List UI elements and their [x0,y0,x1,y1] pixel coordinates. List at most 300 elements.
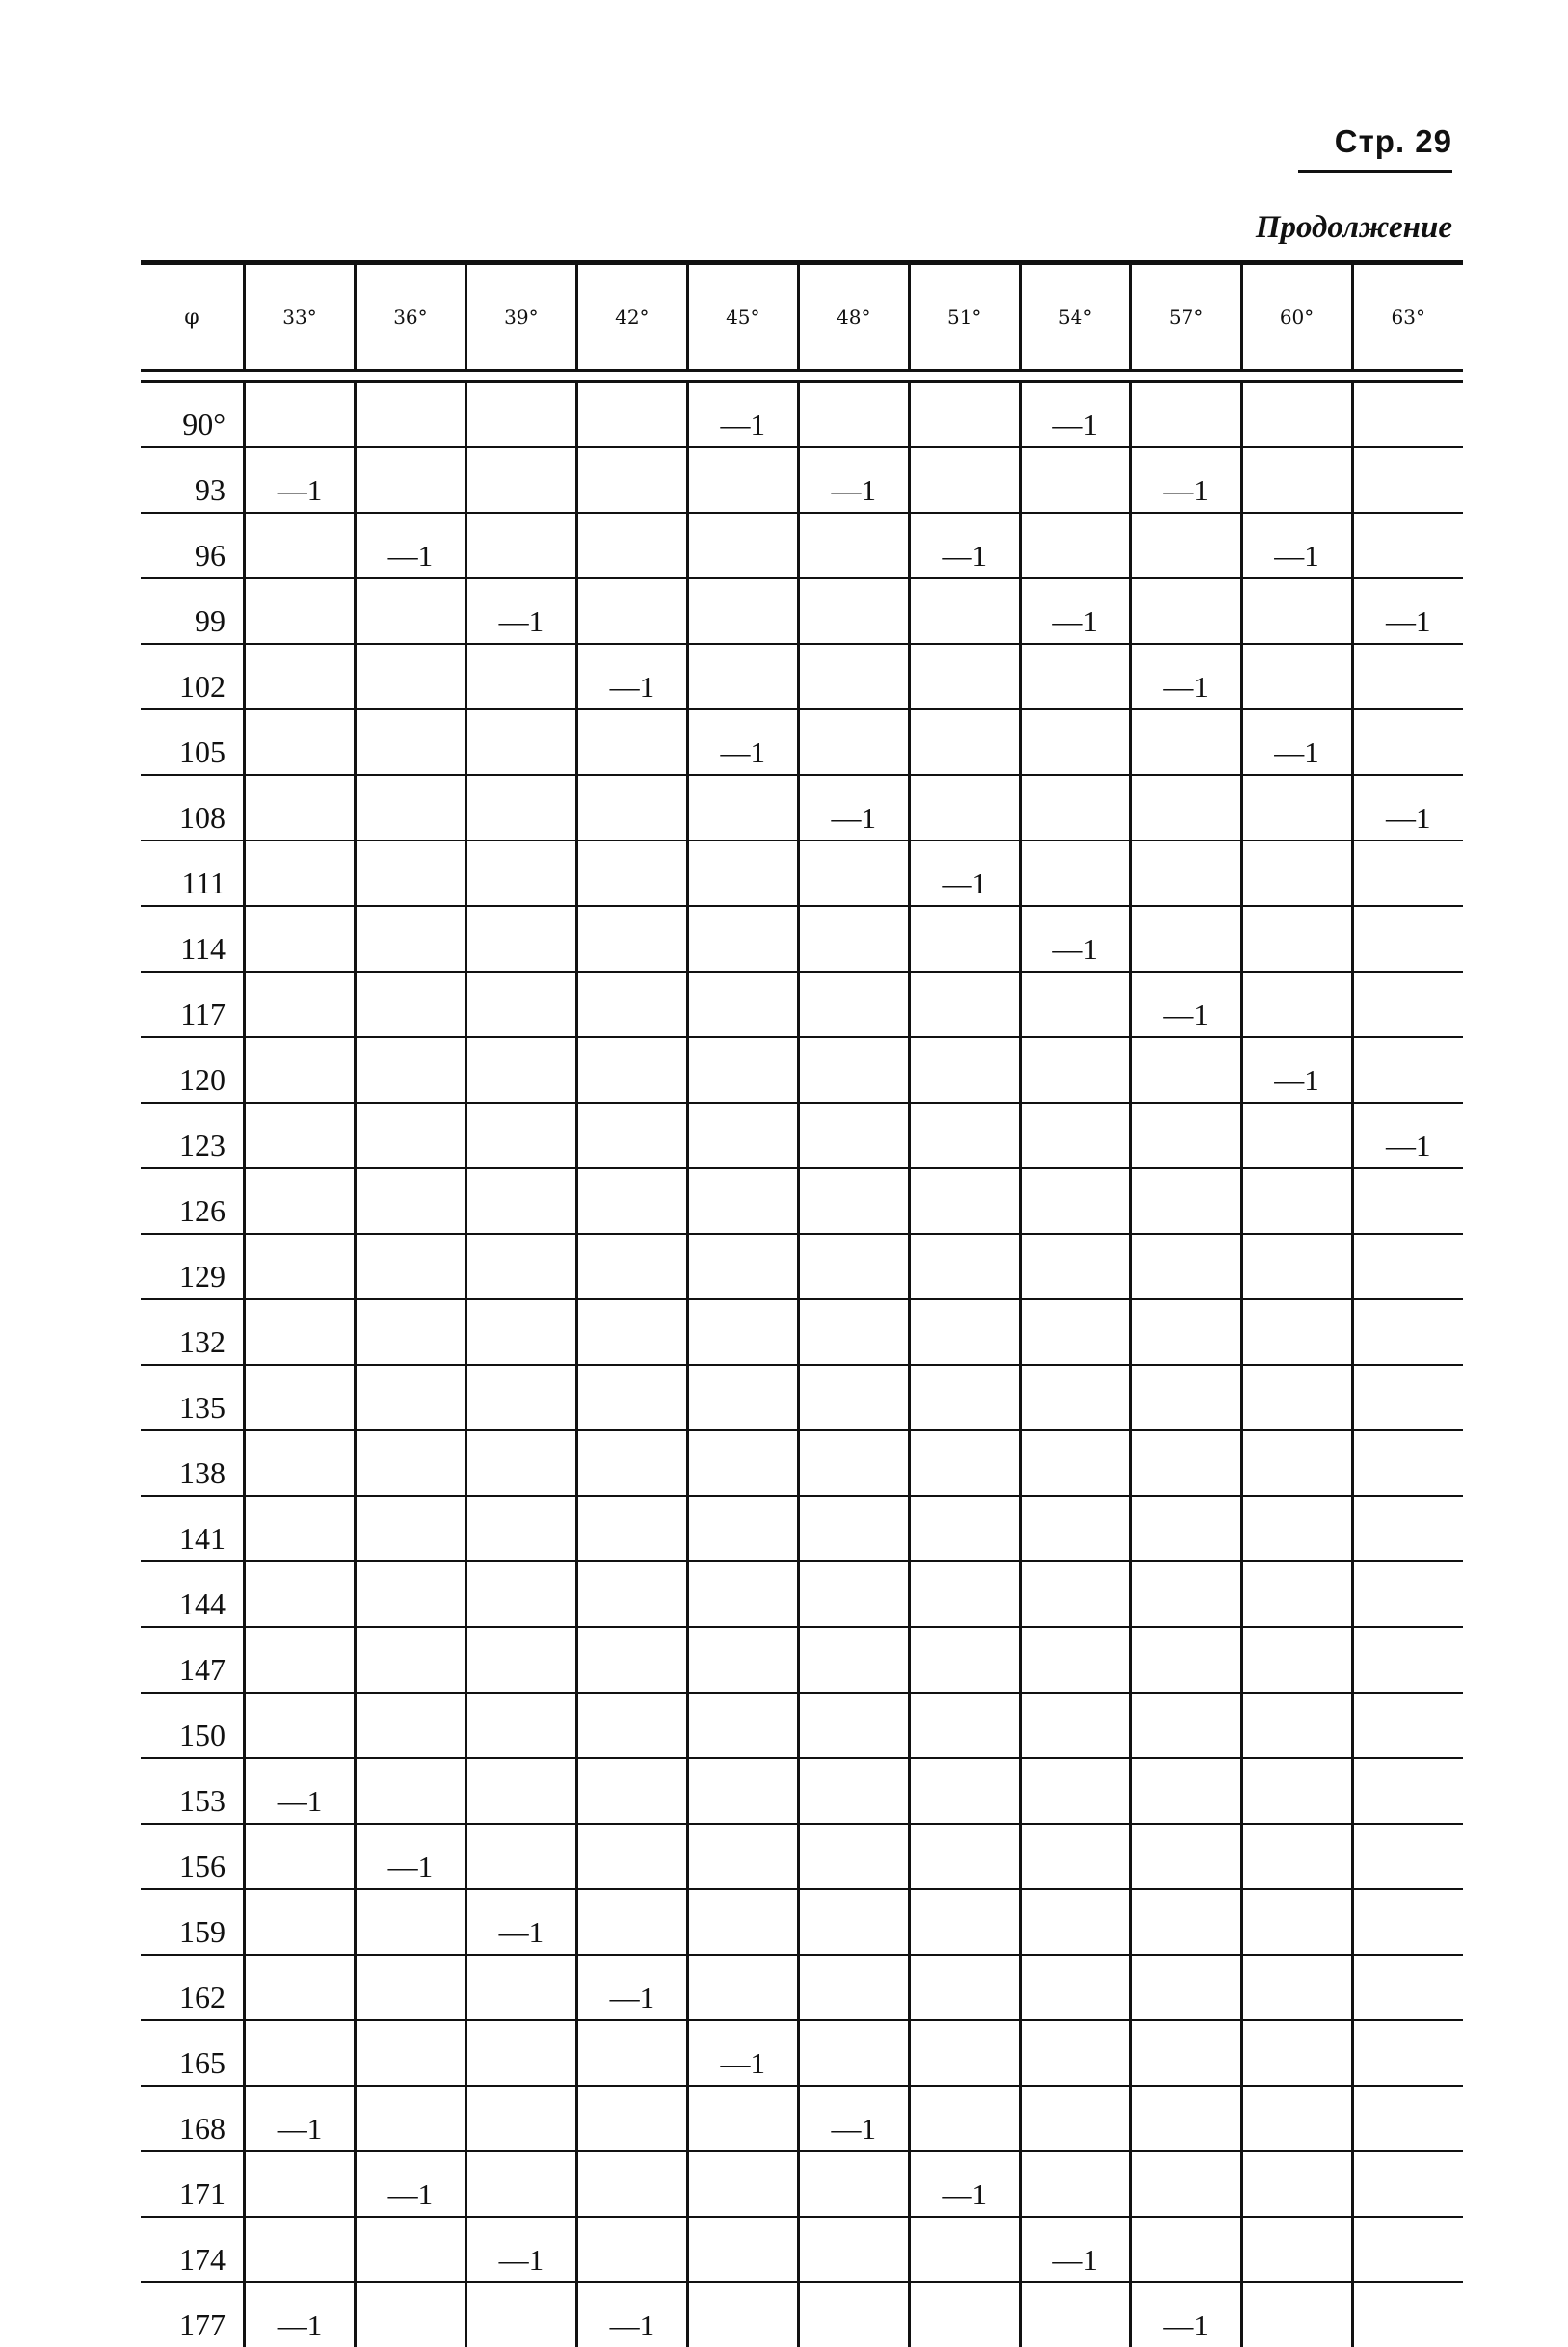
table-cell [1130,906,1241,972]
table-cell [1020,644,1130,709]
table-cell [576,972,687,1037]
table-cell [1241,1627,1352,1693]
table-cell [1352,906,1463,972]
table-cell [687,1496,798,1561]
table-row [141,775,1463,840]
page-number: Стр. 29 [1335,123,1452,160]
table-cell [1020,2282,1130,2347]
table-cell [465,1496,576,1561]
row-label-phi: 102 [141,644,245,709]
table-cell [245,1234,356,1299]
table-cell [1241,906,1352,972]
table-cell [245,1299,356,1365]
table-cell: —1 [1020,2217,1130,2282]
table-cell [355,1758,465,1824]
continuation-label: Продолжение [1256,210,1452,246]
table-cell [1130,2020,1241,2086]
table-cell [687,1627,798,1693]
table-cell: —1 [355,513,465,578]
table-cell: —1 [1352,775,1463,840]
table-cell [1130,840,1241,906]
table-cell [909,1561,1020,1627]
table-cell [245,1889,356,1955]
table-cell [1020,1693,1130,1758]
table-cell [355,840,465,906]
table-cell [1352,1496,1463,1561]
table-cell [355,578,465,644]
table-cell [687,447,798,513]
table-cell [576,1234,687,1299]
table-row [141,1693,1463,1758]
table-cell [1241,1824,1352,1889]
table-cell [1352,972,1463,1037]
table-cell [1241,2020,1352,2086]
row-label-phi: 150 [141,1693,245,1758]
table-cell: —1 [1130,447,1241,513]
table-cell [1241,972,1352,1037]
table-cell [1352,1037,1463,1103]
table-cell [465,513,576,578]
table-cell [465,1103,576,1168]
table-cell [1241,1103,1352,1168]
table-cell [1020,2086,1130,2151]
table-cell [465,906,576,972]
table-cell [245,906,356,972]
table-cell [1241,1693,1352,1758]
column-header-angle: 36° [355,265,465,371]
table-cell [909,644,1020,709]
table-cell [465,2151,576,2217]
table-cell [1130,1824,1241,1889]
table-cell [1130,1561,1241,1627]
table-cell [1352,2086,1463,2151]
table-cell [687,1889,798,1955]
table-cell [465,1430,576,1496]
table-cell [1352,1365,1463,1430]
table-cell [245,1955,356,2020]
table-cell: —1 [1130,644,1241,709]
page-number-underline [1298,170,1452,173]
table-cell [576,513,687,578]
table-cell [909,972,1020,1037]
table-cell [687,2086,798,2151]
table-cell [576,1430,687,1496]
table-cell [1020,1299,1130,1365]
table-cell [1130,1234,1241,1299]
table-cell [1130,1299,1241,1365]
table-cell [687,906,798,972]
table-cell [1352,1561,1463,1627]
table-cell [245,578,356,644]
table-cell [909,578,1020,644]
table-cell [687,1758,798,1824]
table-cell [1241,1234,1352,1299]
table-cell [1352,1955,1463,2020]
table-cell [1020,840,1130,906]
data-table [141,265,1463,2347]
table-cell [1130,513,1241,578]
table-cell [798,1889,909,1955]
table-cell [465,972,576,1037]
table-cell [1241,578,1352,644]
table-cell: —1 [576,644,687,709]
table-cell [1241,644,1352,709]
table-row [141,1496,1463,1561]
table-row [141,513,1463,578]
table-cell [576,382,687,448]
table-cell [1241,382,1352,448]
table-cell [909,1824,1020,1889]
row-label-phi: 138 [141,1430,245,1496]
table-cell: —1 [355,1824,465,1889]
table-cell [465,1824,576,1889]
table-cell [1241,1365,1352,1430]
table-cell [1241,1430,1352,1496]
table-cell [909,1365,1020,1430]
table-cell [465,1561,576,1627]
table-cell [1130,2217,1241,2282]
table-cell [576,2217,687,2282]
table-row [141,2151,1463,2217]
table-cell: —1 [1241,513,1352,578]
table-row [141,972,1463,1037]
table-row [141,2020,1463,2086]
row-label-phi: 120 [141,1037,245,1103]
table-row [141,840,1463,906]
table-cell [245,1430,356,1496]
table-cell [465,2282,576,2347]
table-cell [798,1037,909,1103]
table-cell: —1 [798,2086,909,2151]
column-header-angle: 45° [687,265,798,371]
row-label-phi: 174 [141,2217,245,2282]
table-row [141,2086,1463,2151]
row-label-phi: 168 [141,2086,245,2151]
table-cell [355,1103,465,1168]
table-row [141,1955,1463,2020]
table-cell [355,1365,465,1430]
table-cell [1130,1430,1241,1496]
column-header-angle: 54° [1020,265,1130,371]
table-cell [1020,1103,1130,1168]
table-cell [1241,1496,1352,1561]
table-cell [1020,1824,1130,1889]
column-header-angle: 39° [465,265,576,371]
row-label-phi: 147 [141,1627,245,1693]
table-cell [798,382,909,448]
table-cell: —1 [1352,1103,1463,1168]
table-cell [465,840,576,906]
table-header-row [141,265,1463,371]
table-row [141,2282,1463,2347]
table-cell [687,1234,798,1299]
table-cell [1020,513,1130,578]
table-cell [798,644,909,709]
table-cell [465,709,576,775]
table-cell: —1 [465,578,576,644]
table-cell [1020,2020,1130,2086]
table-cell [798,1693,909,1758]
table-cell [687,1824,798,1889]
table-cell [355,709,465,775]
column-header-angle: 42° [576,265,687,371]
table-row [141,447,1463,513]
table-cell [1130,1496,1241,1561]
table-cell [798,840,909,906]
table-row [141,1824,1463,1889]
column-header-angle: 60° [1241,265,1352,371]
table-cell [355,1037,465,1103]
table-row [141,1103,1463,1168]
table-cell [576,2086,687,2151]
table-cell [1020,1627,1130,1693]
table-cell [798,1365,909,1430]
table-cell [1241,1299,1352,1365]
table-cell [1352,1299,1463,1365]
table-cell [1020,1889,1130,1955]
table-row [141,382,1463,448]
table-cell [909,2086,1020,2151]
table-row [141,644,1463,709]
column-header-angle: 33° [245,265,356,371]
table-cell [576,1168,687,1234]
table-cell: —1 [909,840,1020,906]
table-cell [798,2282,909,2347]
table-cell [798,972,909,1037]
table-cell [245,1103,356,1168]
table-cell [1020,1234,1130,1299]
table-row [141,1430,1463,1496]
table-cell [1020,1365,1130,1430]
table-cell [245,1037,356,1103]
table-cell [1352,1168,1463,1234]
header-double-rule [141,371,1463,382]
table-cell [1352,1627,1463,1693]
table-cell [1130,2086,1241,2151]
column-header-angle: 51° [909,265,1020,371]
table-row [141,1889,1463,1955]
table-cell [1241,1955,1352,2020]
table-cell: —1 [465,1889,576,1955]
table-cell [1352,513,1463,578]
table-cell [245,644,356,709]
table-cell [909,709,1020,775]
table-cell [909,1496,1020,1561]
table-cell [687,1299,798,1365]
table-cell [245,1168,356,1234]
row-label-phi: 105 [141,709,245,775]
table-cell [687,1561,798,1627]
table-cell [465,1299,576,1365]
table-cell: —1 [909,2151,1020,2217]
table-cell [576,775,687,840]
table-cell [355,1693,465,1758]
table-cell [1241,1561,1352,1627]
table-cell [576,1496,687,1561]
table-cell [1130,1627,1241,1693]
table-cell [1020,2151,1130,2217]
row-label-phi: 159 [141,1889,245,1955]
row-label-phi: 153 [141,1758,245,1824]
table-cell: —1 [245,1758,356,1824]
table-cell [355,1955,465,2020]
row-label-phi: 165 [141,2020,245,2086]
table-cell [909,1168,1020,1234]
row-label-phi: 135 [141,1365,245,1430]
table-cell [245,382,356,448]
table-cell [245,840,356,906]
table-cell [687,513,798,578]
table-cell [798,578,909,644]
table-cell: —1 [576,1955,687,2020]
table-cell [1130,775,1241,840]
table-cell [355,1430,465,1496]
table-row [141,1627,1463,1693]
table-cell [1241,2217,1352,2282]
column-header-angle: 57° [1130,265,1241,371]
table-cell [465,1758,576,1824]
table-cell: —1 [1241,1037,1352,1103]
table-cell [1020,1430,1130,1496]
row-label-phi: 132 [141,1299,245,1365]
table-cell [576,1561,687,1627]
table-cell [576,1824,687,1889]
table-cell [1130,1037,1241,1103]
table-cell [245,2151,356,2217]
table-cell [1352,644,1463,709]
table-cell [245,1824,356,1889]
table-cell [909,382,1020,448]
row-label-phi: 111 [141,840,245,906]
table-cell [798,1234,909,1299]
table-cell [798,2217,909,2282]
table-cell [576,1758,687,1824]
column-header-angle: 63° [1352,265,1463,371]
table-cell [1020,775,1130,840]
table-cell [1352,2282,1463,2347]
table-cell [909,447,1020,513]
table-cell [909,1037,1020,1103]
table-cell [687,972,798,1037]
table-cell [687,1168,798,1234]
table-cell [355,2086,465,2151]
table-cell [1130,382,1241,448]
table-cell [798,1103,909,1168]
row-label-phi: 117 [141,972,245,1037]
row-label-phi: 114 [141,906,245,972]
table-cell [909,2217,1020,2282]
table-cell [465,1168,576,1234]
table-cell [798,1824,909,1889]
table-body [141,382,1463,2347]
table-row [141,2217,1463,2282]
table-cell: —1 [1241,709,1352,775]
table-cell [798,709,909,775]
table-cell [909,1955,1020,2020]
table-cell [576,1889,687,1955]
table-cell [245,972,356,1037]
table-cell [576,1365,687,1430]
table-cell [1130,709,1241,775]
row-label-phi: 96 [141,513,245,578]
table-cell: —1 [1130,2282,1241,2347]
table-cell [355,447,465,513]
table-cell [687,2282,798,2347]
table-cell [465,1234,576,1299]
table-cell [355,775,465,840]
table-cell [465,447,576,513]
row-label-phi: 129 [141,1234,245,1299]
data-table-container [141,260,1463,2347]
table-cell [909,775,1020,840]
table-cell [687,2217,798,2282]
table-cell [465,775,576,840]
table-cell [798,1168,909,1234]
table-cell [355,644,465,709]
table-row [141,1234,1463,1299]
table-cell: —1 [798,775,909,840]
table-cell [465,1955,576,2020]
table-cell [909,1299,1020,1365]
table-cell: —1 [465,2217,576,2282]
row-label-phi: 141 [141,1496,245,1561]
table-cell [245,1693,356,1758]
row-label-phi: 156 [141,1824,245,1889]
table-cell [1020,1037,1130,1103]
table-cell [1241,447,1352,513]
table-cell [909,1889,1020,1955]
table-cell [1130,1365,1241,1430]
table-cell [1352,2151,1463,2217]
table-cell [687,578,798,644]
table-cell [1352,1758,1463,1824]
table-row [141,906,1463,972]
table-cell [1130,1103,1241,1168]
table-cell [355,1561,465,1627]
table-cell [1241,1889,1352,1955]
table-cell [798,1561,909,1627]
row-label-phi: 93 [141,447,245,513]
table-cell: —1 [798,447,909,513]
table-cell: —1 [909,513,1020,578]
table-cell [576,1627,687,1693]
table-cell [465,1037,576,1103]
table-cell [576,2020,687,2086]
table-row [141,1168,1463,1234]
table-cell [1020,1758,1130,1824]
table-cell [1352,382,1463,448]
table-cell [245,1365,356,1430]
table-cell [798,906,909,972]
table-cell [355,906,465,972]
table-row [141,1561,1463,1627]
table-cell [576,906,687,972]
table-cell [576,578,687,644]
table-cell [909,906,1020,972]
table-cell [355,1889,465,1955]
row-label-phi: 171 [141,2151,245,2217]
table-cell [909,1627,1020,1693]
table-cell: —1 [245,447,356,513]
table-cell: —1 [245,2086,356,2151]
table-cell [355,972,465,1037]
table-cell [909,1234,1020,1299]
table-cell [576,840,687,906]
table-cell [909,1430,1020,1496]
table-cell: —1 [245,2282,356,2347]
table-cell: —1 [1352,578,1463,644]
table-cell [1130,1168,1241,1234]
